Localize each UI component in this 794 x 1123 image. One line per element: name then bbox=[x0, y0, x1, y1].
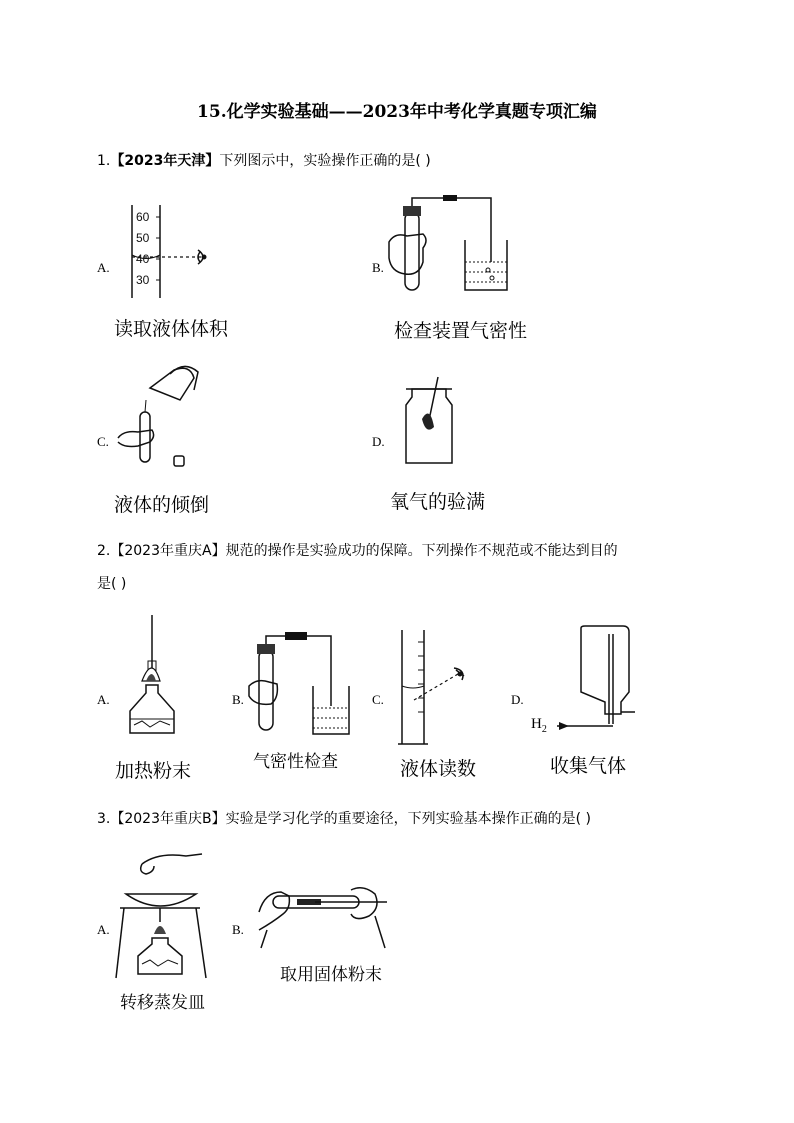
pouring-liquid-icon bbox=[110, 360, 210, 470]
scale-label: 40 bbox=[136, 252, 150, 266]
airtightness-check-icon bbox=[245, 628, 355, 740]
evaporating-dish-tripod-icon bbox=[112, 850, 212, 984]
option-caption: 转移蒸发皿 bbox=[120, 993, 205, 1013]
question-source: 【2023年重庆B】 bbox=[110, 811, 226, 827]
powder-into-tube-icon bbox=[255, 872, 395, 952]
question-3-stem bbox=[97, 808, 591, 828]
option-caption: 收集气体 bbox=[550, 755, 627, 777]
question-number: 3. bbox=[97, 811, 111, 827]
hand-icon bbox=[142, 854, 202, 864]
option-letter: D. bbox=[372, 434, 385, 449]
option-letter: D. bbox=[511, 692, 524, 707]
gas-symbol: H bbox=[531, 716, 542, 732]
option-letter: A. bbox=[97, 260, 110, 275]
page-title: 15.化学实验基础——2023年中考化学真题专项汇编 bbox=[197, 102, 597, 122]
option-letter: B. bbox=[372, 260, 384, 275]
option-letter: C. bbox=[372, 692, 384, 707]
cylinder-reading-icon bbox=[392, 628, 482, 748]
evaporating-dish-icon bbox=[126, 894, 196, 906]
scale-label: 50 bbox=[136, 231, 150, 245]
option-caption: 加热粉末 bbox=[115, 760, 192, 782]
question-text: 实验是学习化学的重要途径，下列实验基本操作正确的是( ) bbox=[225, 811, 591, 827]
hand-icon bbox=[118, 430, 154, 447]
question-source: 【2023年天津】 bbox=[110, 153, 220, 169]
hand-icon bbox=[389, 234, 426, 274]
option-caption: 液体读数 bbox=[400, 758, 477, 780]
option-caption: 检查装置气密性 bbox=[394, 320, 528, 342]
question-1-stem bbox=[97, 150, 431, 170]
question-text: 规范的操作是实验成功的保障。下列操作不规范或不能达到目的 bbox=[225, 543, 618, 559]
question-number: 1. bbox=[97, 153, 111, 169]
question-text-line2: 是( ) bbox=[97, 576, 127, 592]
question-number: 2. bbox=[97, 543, 111, 559]
gas-bottle-splint-icon bbox=[400, 375, 460, 470]
gas-subscript: 2 bbox=[541, 724, 547, 735]
alcohol-lamp-heating-icon bbox=[112, 615, 182, 743]
option-caption: 取用固体粉末 bbox=[280, 965, 382, 985]
option-caption: 氧气的验满 bbox=[390, 491, 486, 513]
option-caption: 气密性检查 bbox=[253, 752, 338, 772]
question-text: 下列图示中，实验操作正确的是( ) bbox=[219, 153, 431, 169]
option-letter: C. bbox=[97, 434, 109, 449]
option-caption: 读取液体体积 bbox=[114, 318, 229, 340]
question-source: 【2023年重庆A】 bbox=[110, 543, 226, 559]
graduated-cylinder-eye-icon bbox=[120, 200, 230, 300]
option-letter: B. bbox=[232, 692, 244, 707]
stopper-icon bbox=[174, 456, 184, 466]
gas-formula-label bbox=[531, 716, 547, 735]
option-letter: A. bbox=[97, 692, 110, 707]
option-letter: B. bbox=[232, 922, 244, 937]
scale-label: 30 bbox=[136, 273, 150, 287]
option-letter: A. bbox=[97, 922, 110, 937]
question-2-stem bbox=[97, 540, 618, 560]
option-caption: 液体的倾倒 bbox=[114, 494, 210, 516]
scale-label: 60 bbox=[136, 210, 150, 224]
airtightness-check-icon bbox=[385, 192, 525, 302]
